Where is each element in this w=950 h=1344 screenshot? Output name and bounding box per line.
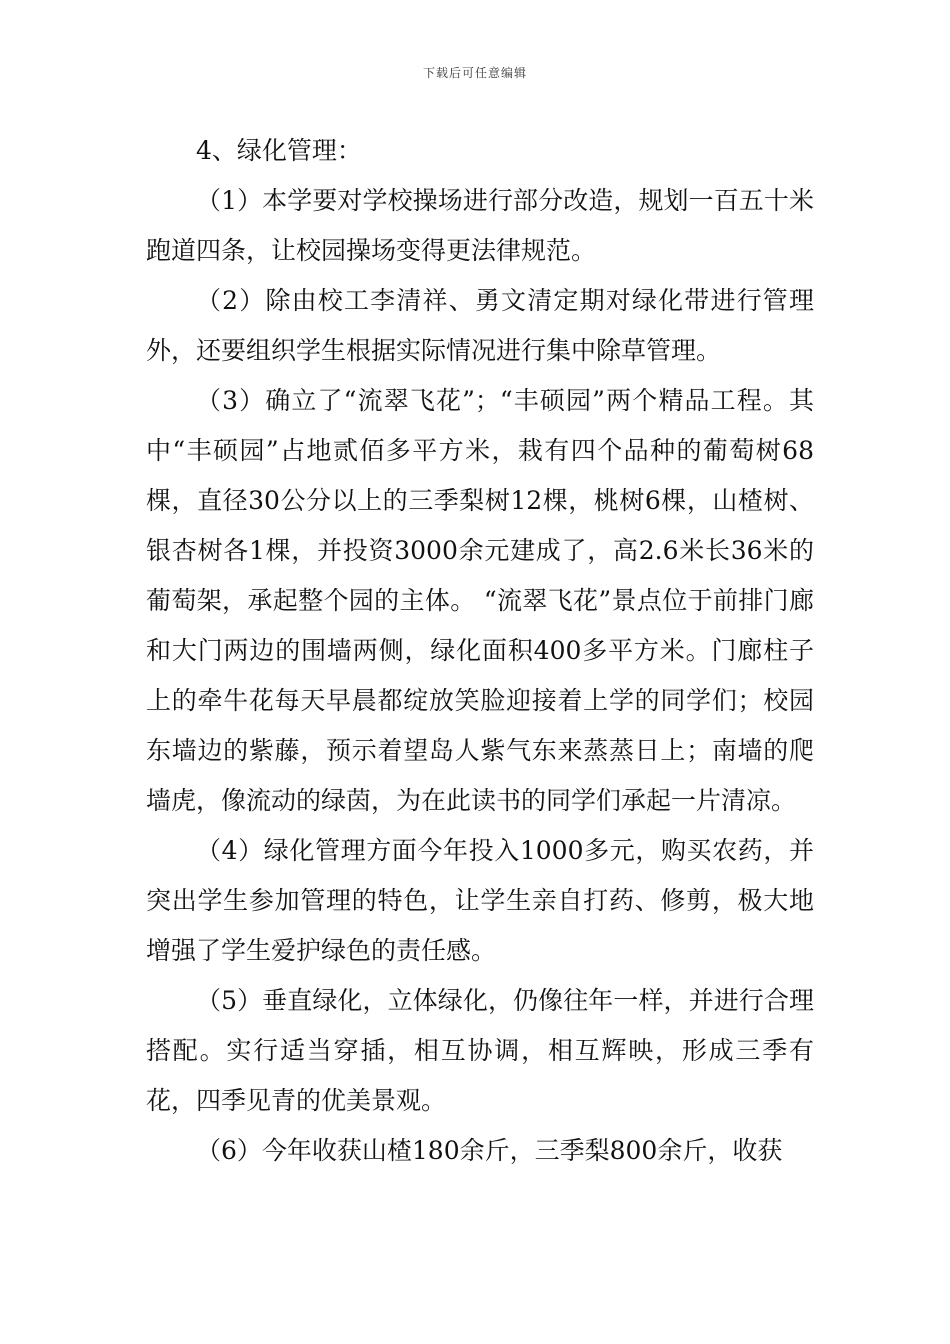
paragraph-3: （3）确立了“流翠飞花”；“丰硕园”两个精品工程。其中“丰硕园”占地贰佰多平方米，栽有四个品种的葡萄树68棵，直径30公分以上的三季梨树12棵，桃树6棵，山楂树、银杏树各1棵，并投资3000余元建成了，高2.6米长36米的葡萄架，承起整个园的主体。 “流翠飞花”景点位于前排门廊和大门两边的围墙两侧，绿化面积400多平方米。门廊柱子上的牵牛花每天早晨都绽放笑脸迎接着上学的同学们；校园东墙边的紫藤，预示着望岛人紫气东来蒸蒸日上；南墙的爬墙虎，像流动的绿茵，为在此读书的同学们承起一片清凉。 (146, 386, 814, 815)
paragraph-4: （4）绿化管理方面今年投入1000多元，购买农药，并突出学生参加管理的特色，让学生亲自打药、修剪，极大地增强了学生爱护绿色的责任感。 (146, 836, 814, 965)
document-body (146, 126, 814, 1176)
paragraph-2: （2）除由校工李清祥、勇文清定期对绿化带进行管理外，还要组织学生根据实际情况进行集中除草管理。 (146, 286, 814, 365)
section-heading: 4、绿化管理： (196, 136, 362, 165)
page-header: 下载后可任意编辑 (422, 66, 527, 80)
paragraph-1: （1）本学要对学校操场进行部分改造，规划一百五十米跑道四条，让校园操场变得更法律规范。 (146, 186, 814, 265)
paragraph-5: （5）垂直绿化，立体绿化，仍像往年一样，并进行合理搭配。实行适当穿插，相互协调，相互辉映，形成三季有花，四季见青的优美景观。 (146, 986, 814, 1115)
paragraph-6: （6）今年收获山楂180余斤，三季梨800余斤，收获 (196, 1136, 783, 1165)
